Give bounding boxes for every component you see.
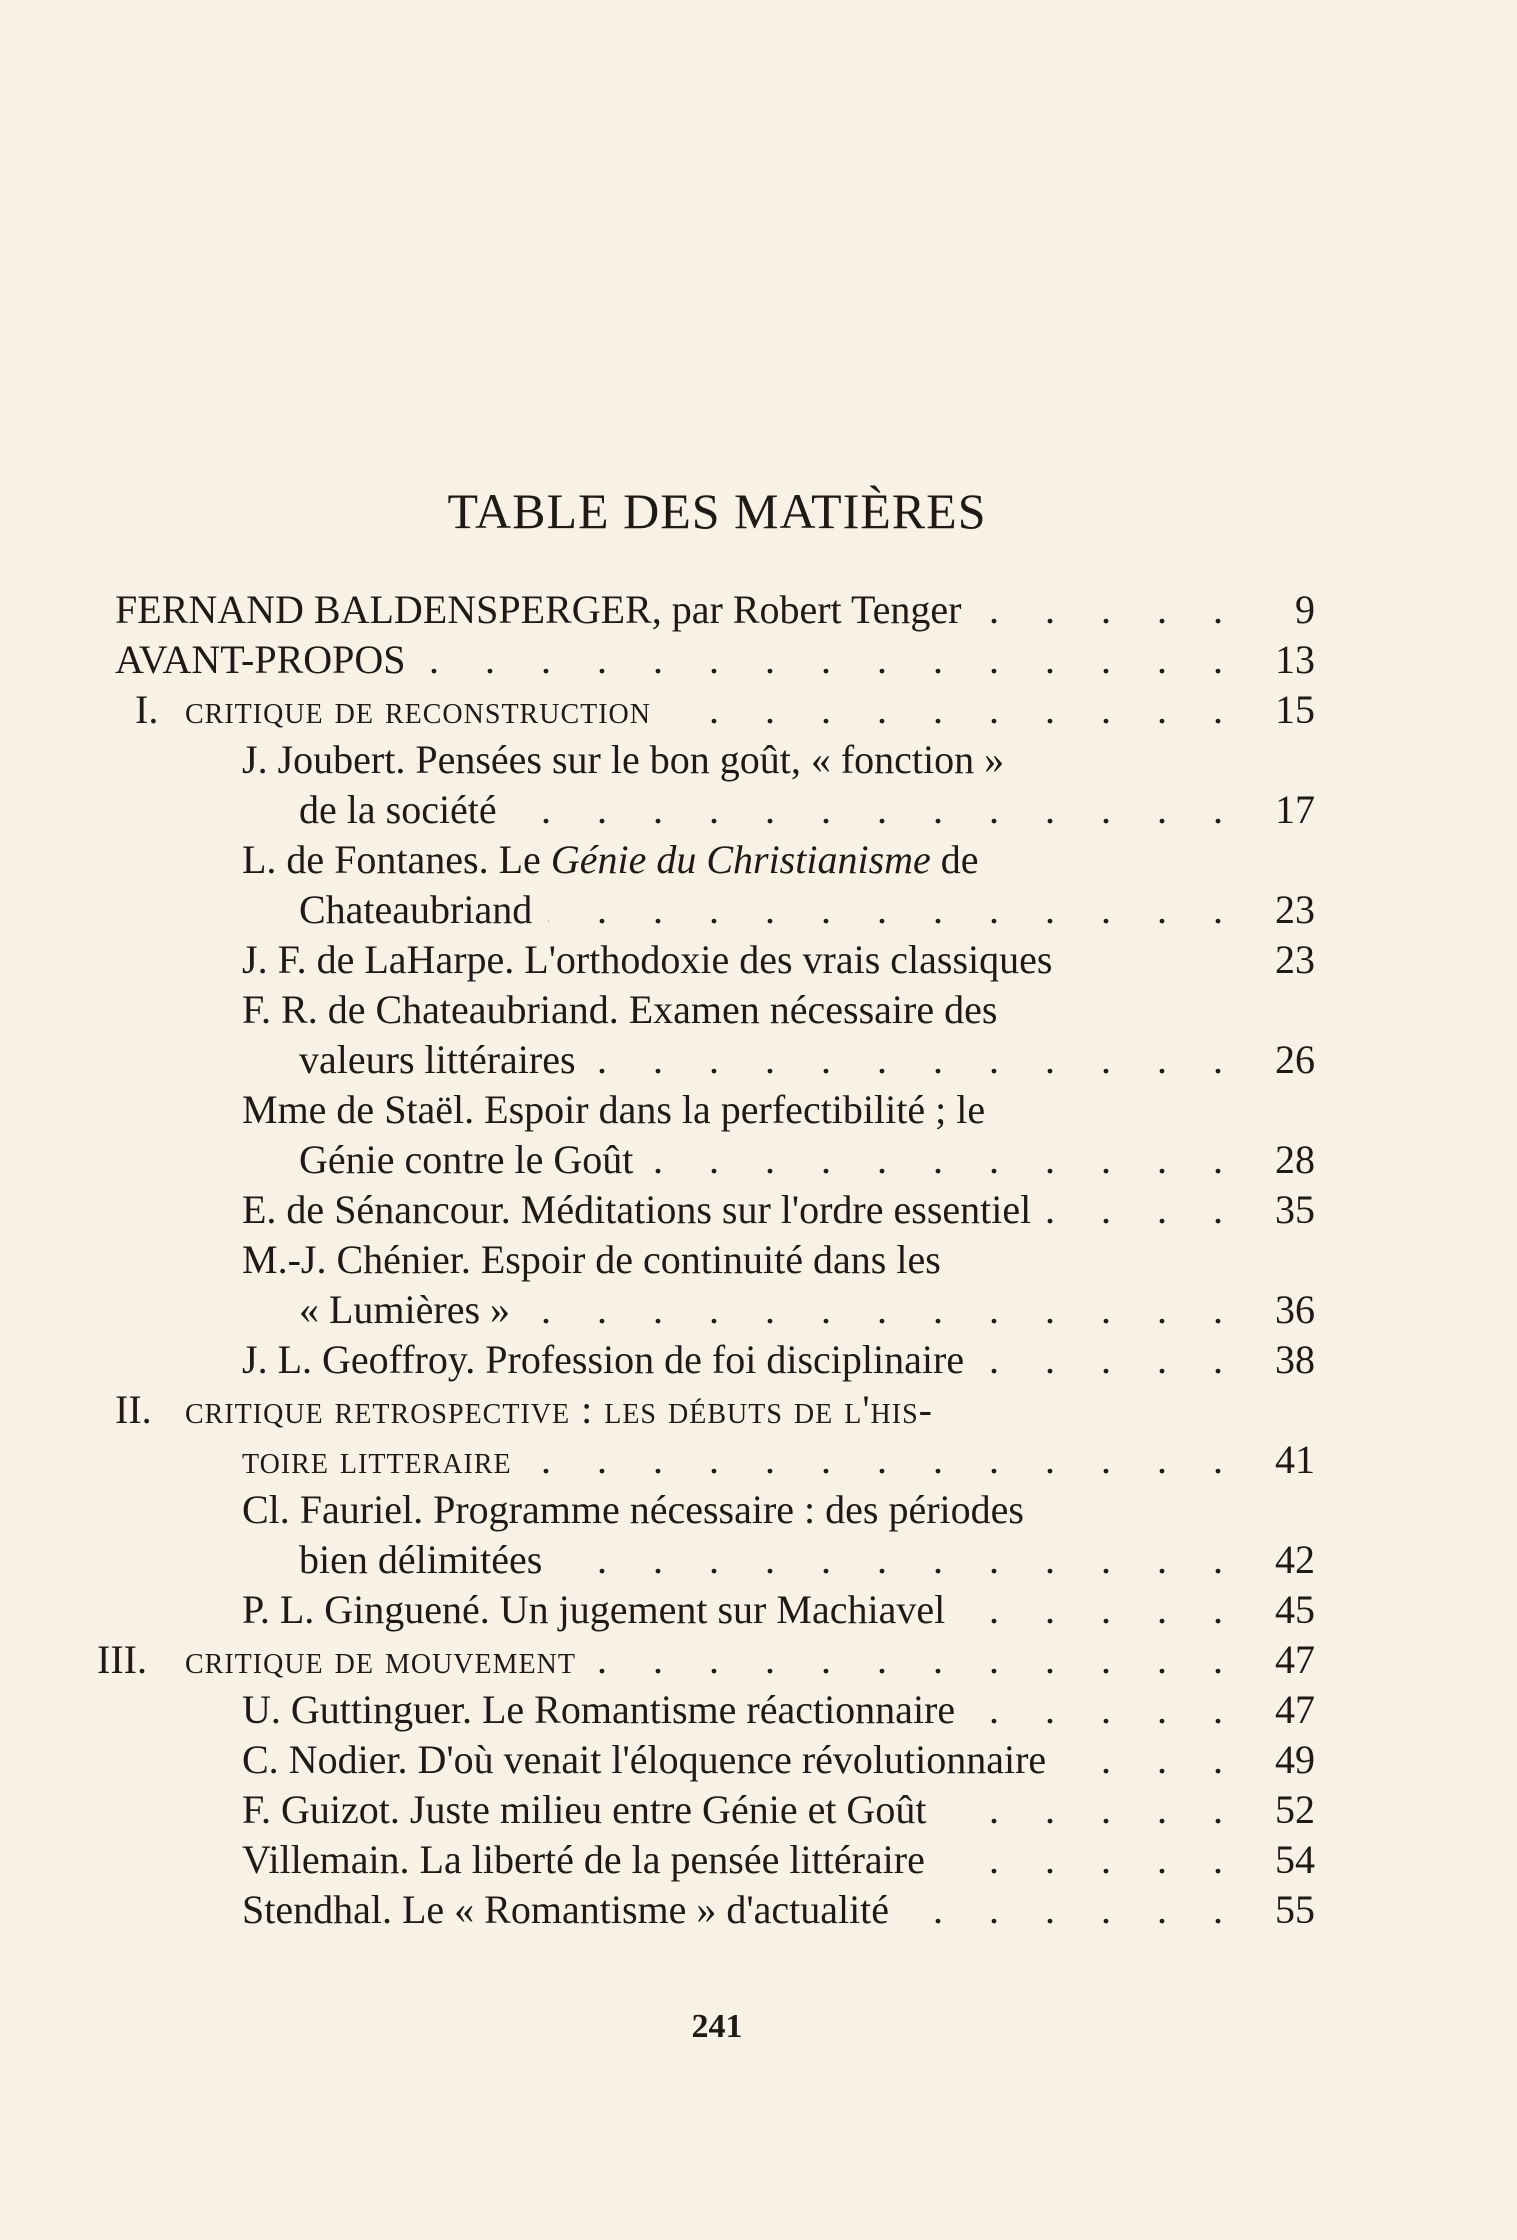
toc-entry xyxy=(115,1685,1315,1735)
entry-text xyxy=(242,835,979,885)
page-ref: 35 xyxy=(1275,1187,1315,1232)
toc-entry xyxy=(115,1735,1315,1785)
toc-entry-avant-propos xyxy=(115,635,1315,685)
leader-dots xyxy=(592,1635,1241,1685)
entry-text: J. Joubert. Pensées sur le bon goût, « fonction » xyxy=(242,737,1005,782)
entry-text-continued: Génie contre le Goût xyxy=(299,1137,634,1182)
entry-text-continued: valeurs littéraires xyxy=(299,1037,576,1082)
toc-entry xyxy=(115,985,1315,1085)
section-title: critique de mouvement xyxy=(185,1637,576,1682)
leader-dots xyxy=(941,1835,1241,1885)
section-numeral: II. xyxy=(115,1387,152,1432)
section-title: critique de reconstruction xyxy=(185,687,651,732)
leader-dots xyxy=(528,1435,1241,1485)
entry-text-continued: « Lumières » xyxy=(299,1287,511,1332)
entry-text-part: L. de Fontanes. Le xyxy=(242,837,551,882)
entry-text: FERNAND BALDENSPERGER, par Robert Tenger xyxy=(115,587,962,632)
entry-text: Villemain. La liberté de la pensée littéraire xyxy=(242,1837,925,1882)
page-ref: 23 xyxy=(1275,887,1315,932)
toc-entry xyxy=(115,1885,1315,1935)
entry-text: M.-J. Chénier. Espoir de continuité dans les xyxy=(242,1237,941,1282)
toc-entry xyxy=(115,835,1315,935)
entry-text: E. de Sénancour. Méditations sur l'ordre essentiel xyxy=(242,1187,1032,1232)
leader-dots xyxy=(592,1035,1241,1085)
page-ref: 47 xyxy=(1275,1687,1315,1732)
leader-dots xyxy=(971,1685,1241,1735)
page-ref: 49 xyxy=(1275,1737,1315,1782)
toc-entry-baldensperger xyxy=(115,585,1315,635)
entry-text: Mme de Staël. Espoir dans la perfectibilité ; le xyxy=(242,1087,986,1132)
leader-dots xyxy=(558,1535,1241,1585)
leader-dots xyxy=(526,1285,1241,1335)
entry-text: U. Guttinguer. Le Romantisme réactionnaire xyxy=(242,1687,956,1732)
page-ref: 55 xyxy=(1275,1887,1315,1932)
leader-dots xyxy=(422,635,1241,685)
entry-text: F. R. de Chateaubriand. Examen nécessaire des xyxy=(242,987,998,1032)
toc-entry xyxy=(115,1085,1315,1185)
page-ref: 47 xyxy=(1275,1637,1315,1682)
entry-text: J. L. Geoffroy. Profession de foi disciplinaire xyxy=(242,1337,965,1382)
entry-text: C. Nodier. D'où venait l'éloquence révolutionnaire xyxy=(242,1737,1047,1782)
table-of-contents xyxy=(97,585,1315,1935)
page-ref: 54 xyxy=(1275,1837,1315,1882)
toc-entry xyxy=(115,1185,1315,1235)
toc-entry xyxy=(115,1585,1315,1635)
page-title: TABLE DES MATIÈRES xyxy=(447,483,987,539)
page-ref: 9 xyxy=(1295,587,1315,632)
toc-entry xyxy=(115,1485,1315,1585)
entry-text-continued: bien délimitées xyxy=(299,1537,543,1582)
entry-text: Stendhal. Le « Romantisme » d'actualité xyxy=(242,1887,890,1932)
page-ref: 52 xyxy=(1275,1787,1315,1832)
section-heading-1 xyxy=(115,685,1315,735)
leader-dots xyxy=(980,1335,1241,1385)
toc-entry xyxy=(115,735,1315,835)
leader-dots xyxy=(667,685,1241,735)
entry-text: J. F. de LaHarpe. L'orthodoxie des vrais classiques xyxy=(242,937,1053,982)
section-heading-2 xyxy=(115,1385,1315,1485)
page-ref: 42 xyxy=(1275,1537,1315,1582)
page-ref: 36 xyxy=(1275,1287,1315,1332)
section-title-continued: toire litteraire xyxy=(242,1437,512,1482)
toc-entry xyxy=(115,1235,1315,1335)
entry-text: AVANT-PROPOS xyxy=(115,637,406,682)
page-ref: 28 xyxy=(1275,1137,1315,1182)
toc-entry xyxy=(115,935,1315,985)
leader-dots xyxy=(513,785,1241,835)
page-ref: 13 xyxy=(1275,637,1315,682)
leader-dots xyxy=(905,1885,1241,1935)
entry-text-continued: de la société xyxy=(299,787,497,832)
leader-dots xyxy=(977,585,1241,635)
leader-dots xyxy=(961,1585,1241,1635)
work-title-italic: Génie du Christianisme xyxy=(550,837,931,882)
page-ref: 41 xyxy=(1275,1437,1315,1482)
leader-dots xyxy=(1047,1185,1241,1235)
leader-dots xyxy=(548,885,1241,935)
section-numeral: I. xyxy=(135,687,159,732)
entry-text-continued: Chateaubriand xyxy=(299,887,533,932)
leader-dots xyxy=(942,1785,1241,1835)
page-ref: 17 xyxy=(1275,787,1315,832)
section-heading-3 xyxy=(97,1635,1315,1685)
page-ref: 38 xyxy=(1275,1337,1315,1382)
toc-entry xyxy=(115,1785,1315,1835)
page-ref: 15 xyxy=(1275,687,1315,732)
entry-text: P. L. Ginguené. Un jugement sur Machiavel xyxy=(242,1587,946,1632)
entry-text: F. Guizot. Juste milieu entre Génie et Goût xyxy=(242,1787,927,1832)
toc-entry xyxy=(115,1335,1315,1385)
section-numeral: III. xyxy=(97,1637,147,1682)
leader-dots xyxy=(649,1135,1241,1185)
entry-text-part: de xyxy=(930,837,979,882)
toc-entry xyxy=(115,1835,1315,1885)
page-ref: 26 xyxy=(1275,1037,1315,1082)
section-title: critique retrospective : les débuts de l'his- xyxy=(185,1387,933,1432)
leader-dots xyxy=(1062,1735,1241,1785)
page-number: 241 xyxy=(691,2008,743,2045)
page-ref: 23 xyxy=(1275,937,1315,982)
entry-text: Cl. Fauriel. Programme nécessaire : des périodes xyxy=(242,1487,1024,1532)
page-ref: 45 xyxy=(1275,1587,1315,1632)
